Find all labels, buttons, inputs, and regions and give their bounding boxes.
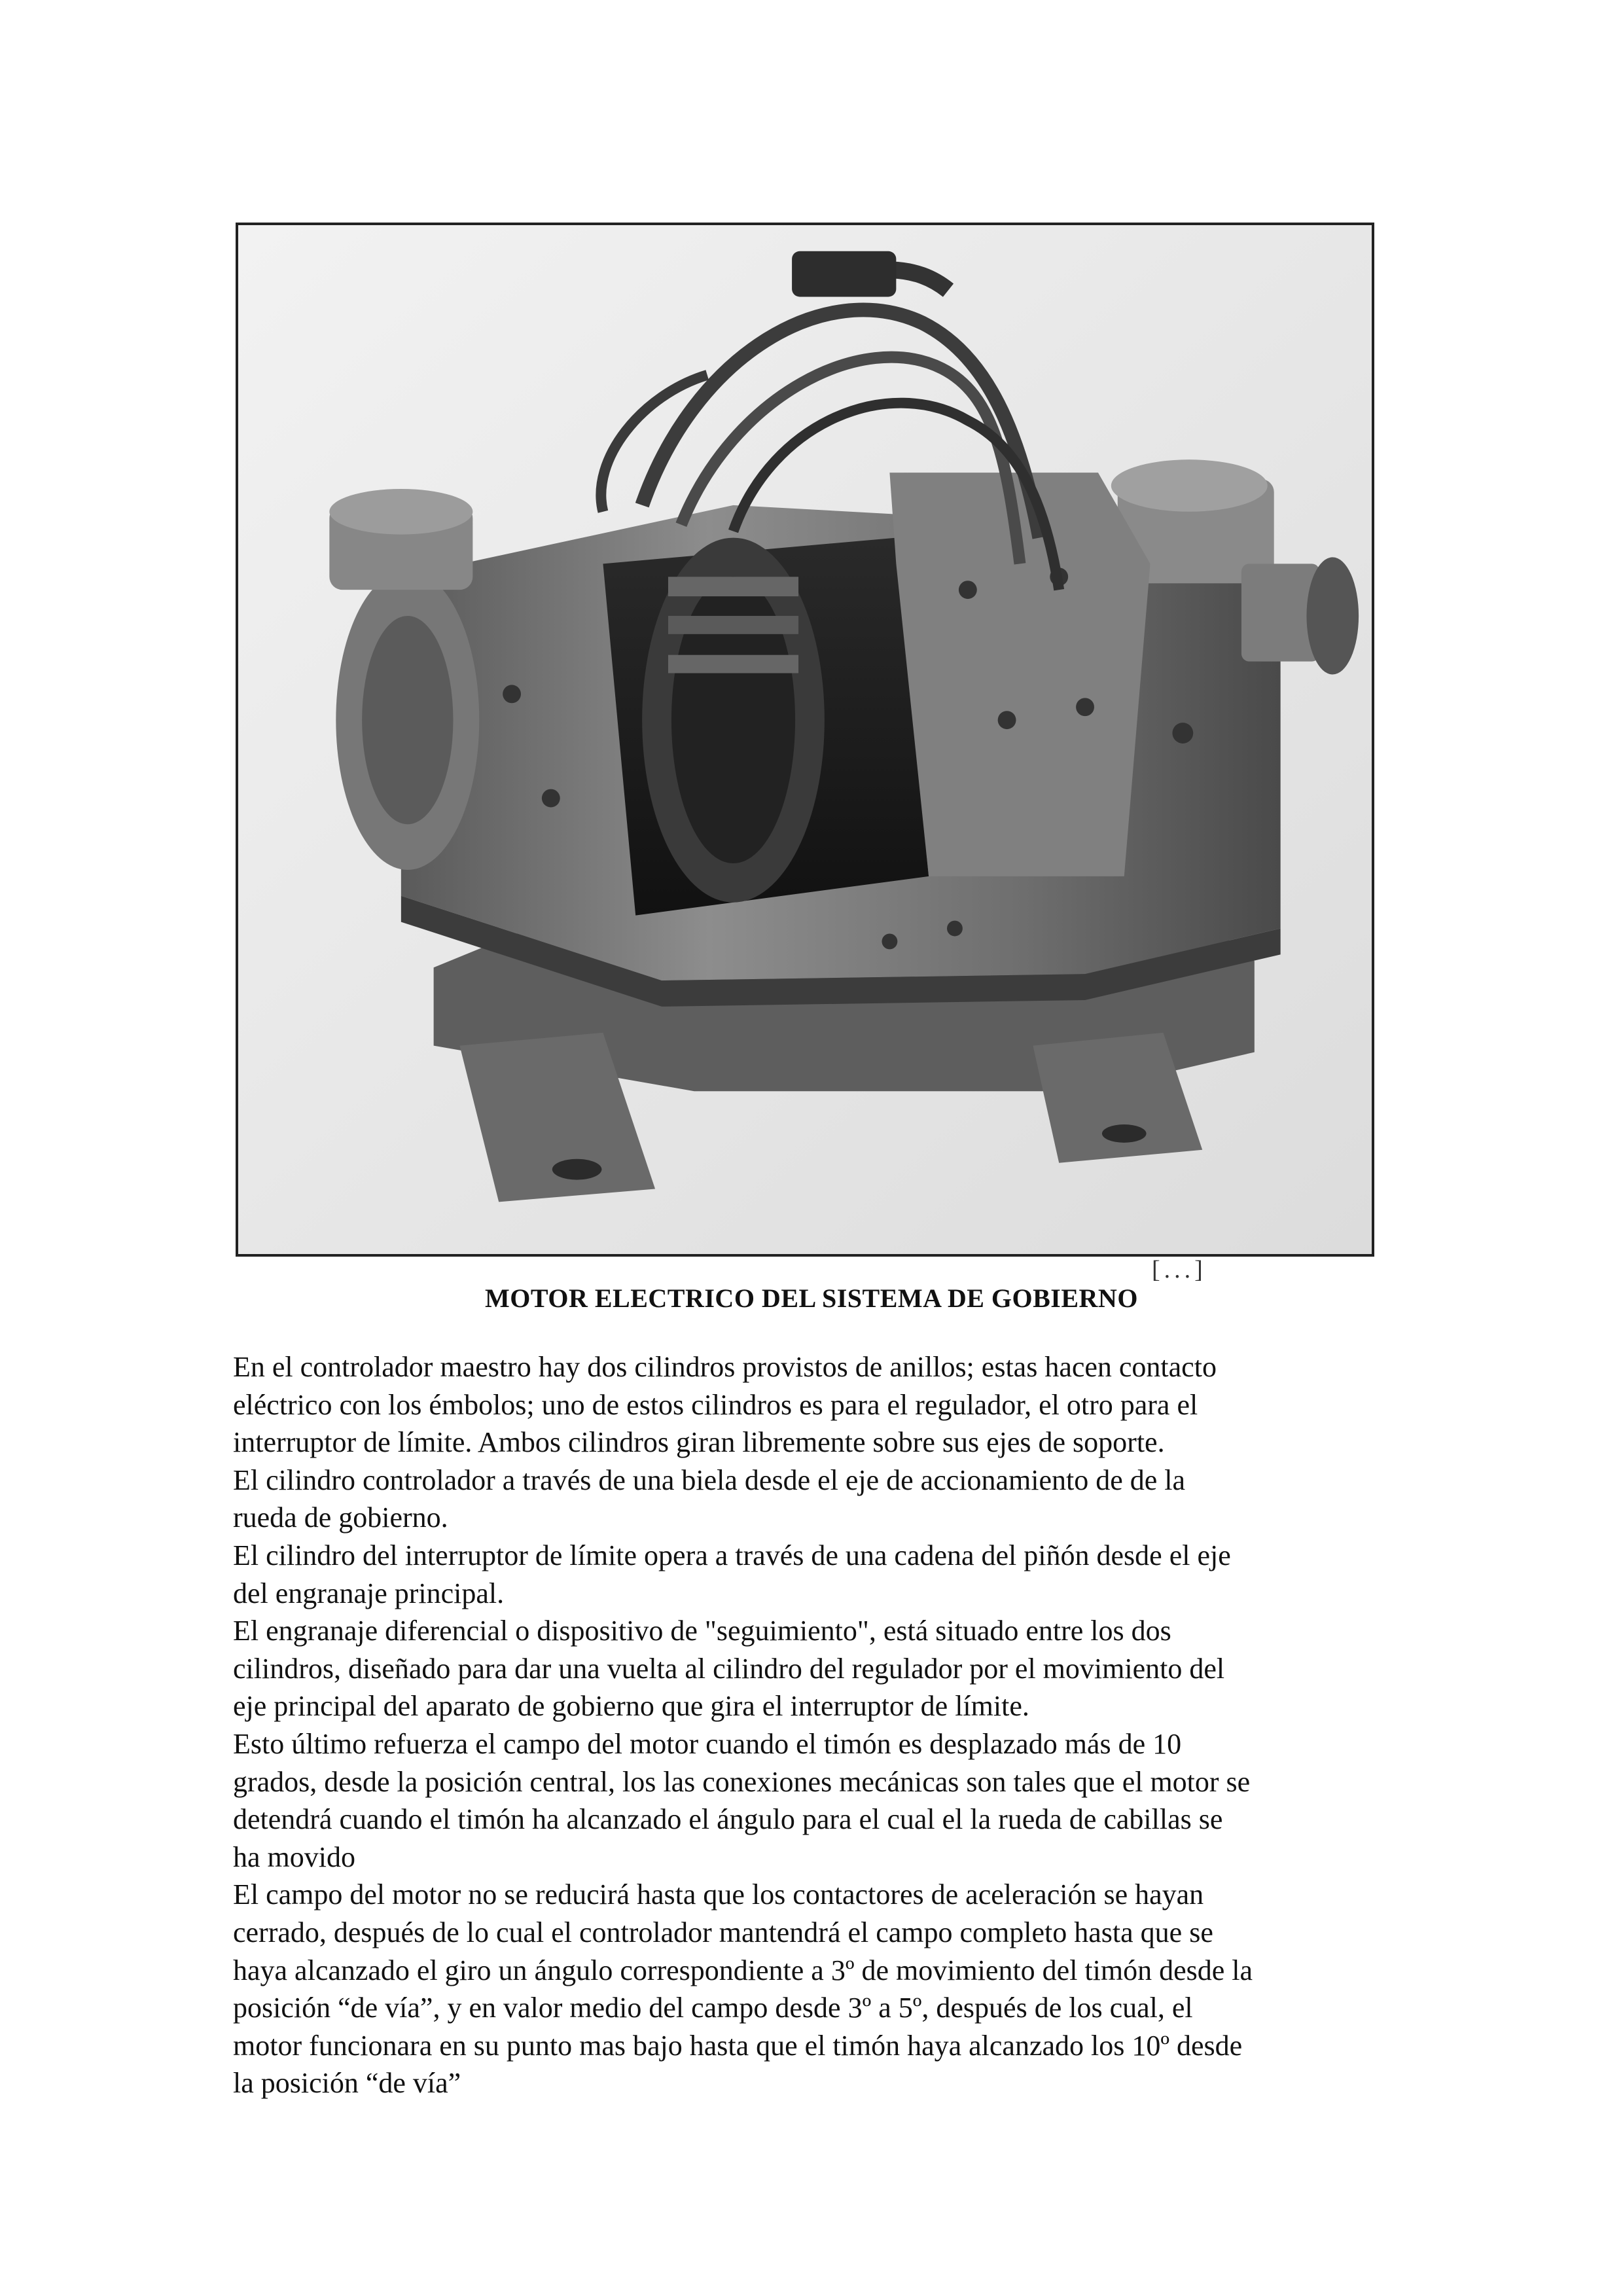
text-line: ha movido [233,1840,355,1873]
text-line: interruptor de límite. Ambos cilindros giran libremente sobre sus ejes de soporte. [233,1426,1165,1459]
body-paragraphs [233,1348,1411,2102]
text-line: El cilindro del interruptor de límite opera a través de una cadena del piñón desde el eje [233,1539,1231,1571]
text-line: eléctrico con los émbolos; uno de estos cilindros es para el regulador, el otro para el [233,1388,1198,1421]
text-line: El engranaje diferencial o dispositivo de "seguimiento", está situado entre los dos [233,1615,1171,1647]
text-line: rueda de gobierno. [233,1501,448,1534]
text-line: grados, desde la posición central, los las conexiones mecánicas son tales que el motor se [233,1765,1251,1798]
text-line: En el controlador maestro hay dos cilindros provistos de anillos; estas hacen contacto [233,1351,1217,1383]
text-line: del engranaje principal. [233,1577,505,1609]
text-line: cilindros, diseñado para dar una vuelta al cilindro del regulador por el movimiento del [233,1652,1225,1685]
photo-corner-mark: [...] [1152,1256,1207,1283]
text-line: cerrado, después de lo cual el controlador mantendrá el campo completo hasta que se [233,1916,1213,1948]
text-line: la posición “de vía” [233,2067,461,2100]
text-line: eje principal del aparato de gobierno que gira el interruptor de límite. [233,1690,1029,1723]
text-line: motor funcionara en su punto mas bajo hasta que el timón haya alcanzado los 10º desde [233,2029,1243,2062]
motor-photo [236,223,1374,1257]
text-line: Esto último refuerza el campo del motor cuando el timón es desplazado más de 10 [233,1727,1182,1760]
text-line: haya alcanzado el giro un ángulo correspondiente a 3º de movimiento del timón desde la [233,1954,1253,1986]
text-line: detendrá cuando el timón ha alcanzado el ángulo para el cual el la rueda de cabillas se [233,1803,1223,1836]
figure-caption: MOTOR ELECTRICO DEL SISTEMA DE GOBIERNO [485,1283,1138,1313]
motor-illustration [238,225,1372,1254]
text-line: posición “de vía”, y en valor medio del campo desde 3º a 5º, después de los cual, el [233,1992,1193,2024]
text-line: El cilindro controlador a través de una biela desde el eje de accionamiento de de la [233,1463,1186,1496]
text-line: El campo del motor no se reducirá hasta que los contactores de aceleración se hayan [233,1878,1204,1911]
